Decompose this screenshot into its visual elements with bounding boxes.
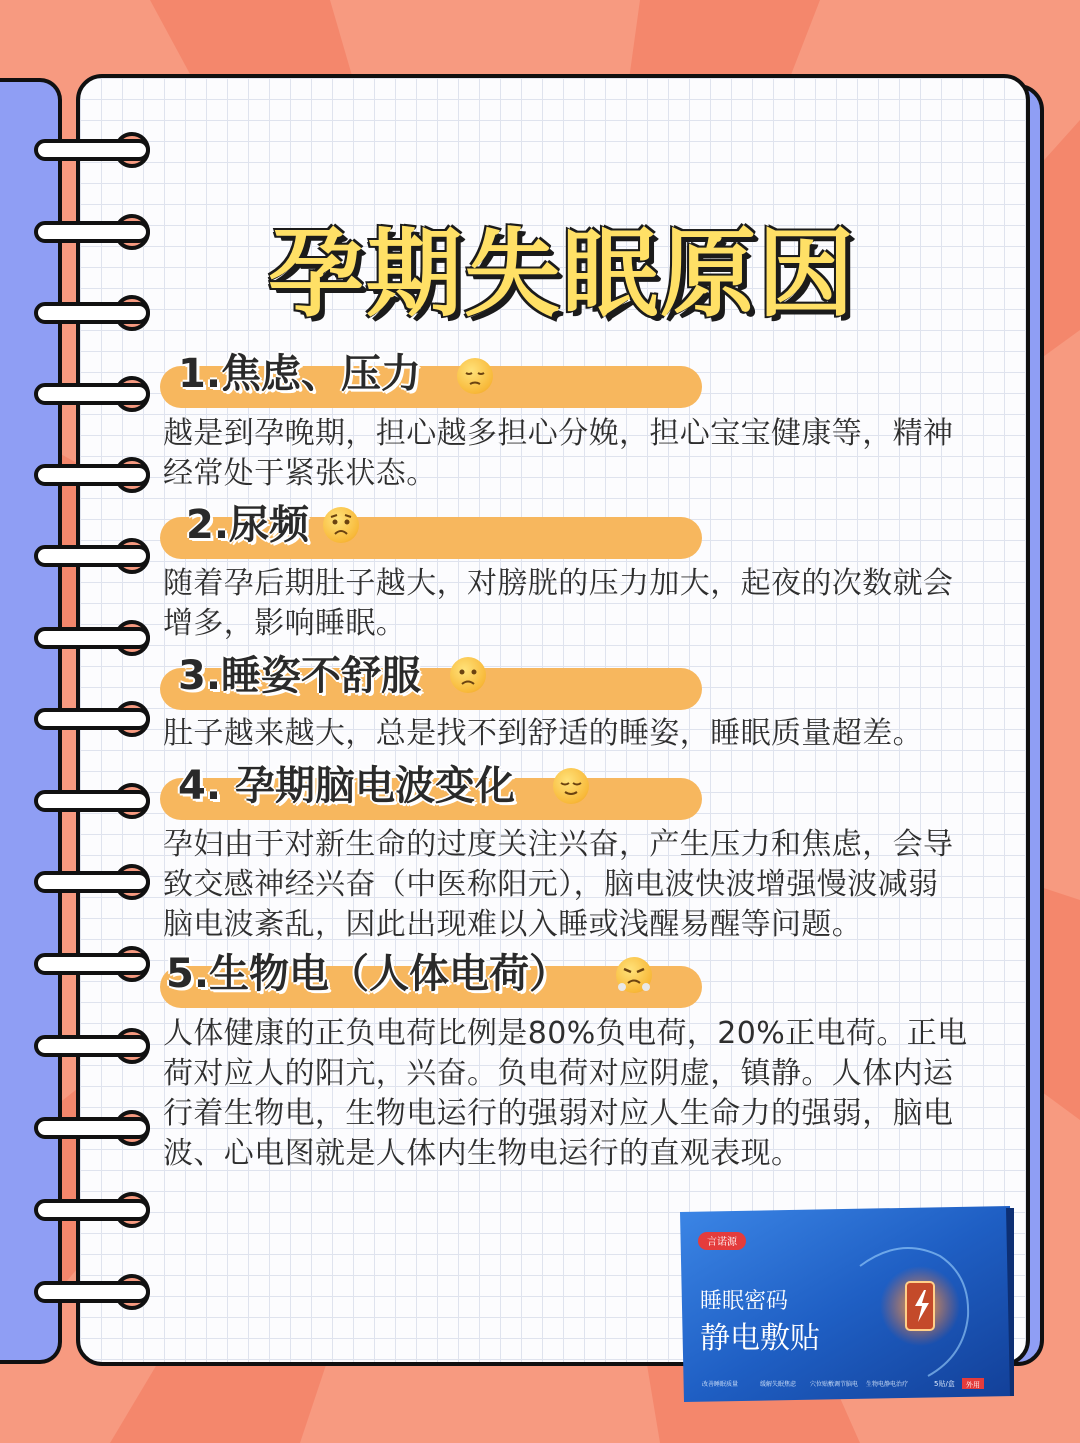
section-heading: 3.睡姿不舒服: [178, 653, 422, 699]
binding-ring: [36, 216, 148, 248]
binding-ring: [36, 1030, 148, 1062]
section-heading: 5.生物电（人体电荷）: [166, 951, 570, 997]
relieved-face-icon: [553, 768, 589, 804]
worried-face-icon: [323, 507, 359, 543]
binding-ring: [36, 540, 148, 572]
product-feature: 生物电静电治疗: [866, 1381, 909, 1388]
section-body: 越是到孕晚期，担心越多担心分娩，担心宝宝健康等，精神 经常处于紧张状态。: [163, 416, 954, 491]
face-with-steam-icon: [616, 957, 652, 993]
section-body: 人体健康的正负电荷比例是80%负电荷，20%正电荷。正电 荷对应人的阳亢，兴奋。负电荷对应阴虚，镇静。人体内运 行着生物电，生物电运行的强弱对应人生命力的强弱，脑电 波、心电图就是人体内生物电运行的直观表现。: [163, 1016, 968, 1171]
product-spec: 5贴/盒: [934, 1380, 955, 1388]
section-heading: 2.尿频: [186, 502, 310, 548]
binding-ring: [36, 948, 148, 980]
page-title: 孕期失眠原因: [268, 218, 856, 330]
binding-ring: [36, 1276, 148, 1308]
binding-ring: [36, 1194, 148, 1226]
product-subtitle: 静电敷贴: [700, 1321, 820, 1356]
binding-ring: [36, 134, 148, 166]
product-feature: 改善睡眠质量: [702, 1381, 739, 1388]
binding-ring: [36, 1112, 148, 1144]
binding-ring: [36, 622, 148, 654]
product-name: 睡眠密码: [700, 1289, 789, 1314]
product-feature: 穴位贴敷调节脑电: [810, 1381, 859, 1388]
section-body: 孕妇由于对新生命的过度关注兴奋，产生压力和焦虑，会导 致交感神经兴奋（中医称阳元），脑电波快波增强慢波减弱 脑电波紊乱，因此出现难以入睡或浅醒易醒等问题。: [163, 827, 954, 942]
binding-ring: [36, 703, 148, 735]
slightly-frowning-face-icon: [450, 657, 486, 693]
section-heading: 4. 孕期脑电波变化: [178, 763, 515, 809]
spiral-binding: [0, 0, 170, 1443]
binding-ring: [36, 297, 148, 329]
pensive-face-icon: [457, 358, 493, 394]
binding-ring: [36, 866, 148, 898]
product-box-image: [680, 1206, 1014, 1402]
section-body: 肚子越来越大，总是找不到舒适的睡姿，睡眠质量超差。: [163, 716, 923, 751]
binding-ring: [36, 378, 148, 410]
section-heading: 1.焦虑、压力: [178, 351, 422, 397]
binding-ring: [36, 459, 148, 491]
product-feature: 缓解失眠焦虑: [760, 1381, 797, 1388]
section-body: 随着孕后期肚子越大，对膀胱的压力加大，起夜的次数就会 增多，影响睡眠。: [163, 566, 954, 641]
binding-ring: [36, 785, 148, 817]
product-brand: 言诺源: [707, 1237, 737, 1248]
product-tag: 外用: [966, 1381, 980, 1389]
